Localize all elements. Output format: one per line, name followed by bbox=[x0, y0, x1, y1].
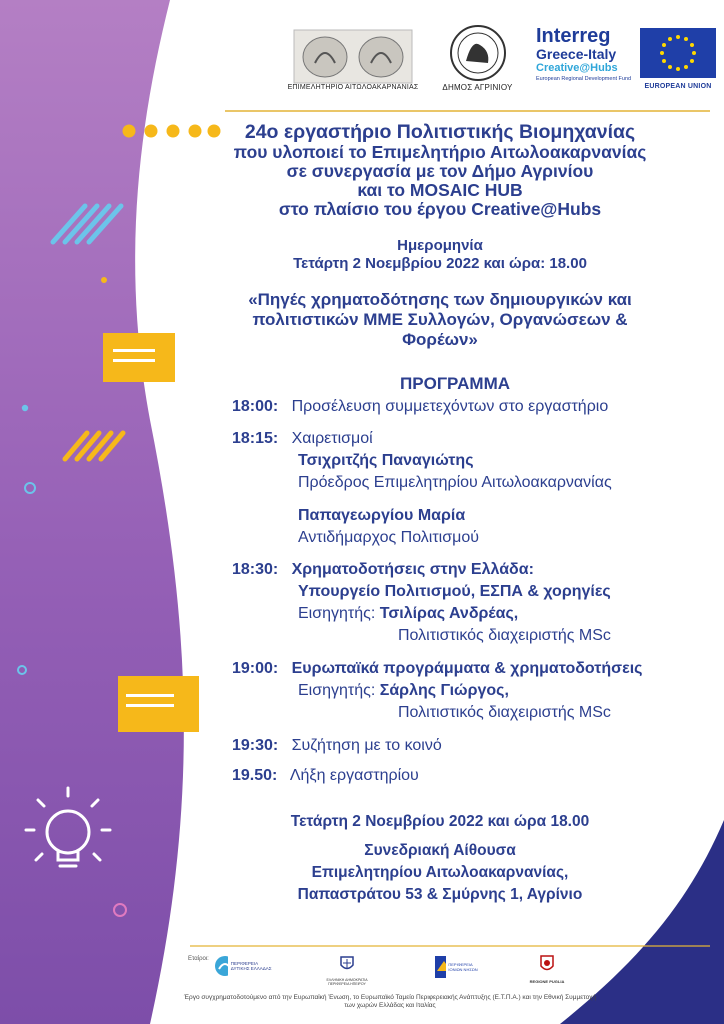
item-text: Υπουργείο Πολιτισμού, ΕΣΠΑ & χορηγίες bbox=[298, 583, 611, 600]
speaker-role: Πρόεδρος Επιμελητηρίου Αιτωλοακαρνανίας bbox=[298, 474, 612, 491]
time-label: 19:00: bbox=[232, 660, 279, 677]
time-label: 18:15: bbox=[232, 430, 279, 447]
partners-label: Εταίροι: bbox=[188, 956, 209, 962]
program-item-greek-funding bbox=[232, 561, 534, 579]
chamber-logo-caption: ΕΠΙΜΕΛΗΤΗΡΙΟ ΑΙΤΩΛΟΑΚΑΡΝΑΝΙΑΣ bbox=[287, 84, 419, 91]
venue-address: Παπαστράτου 53 & Σμύρνης 1, Αγρίνιο bbox=[297, 886, 583, 903]
seal-icon bbox=[293, 29, 413, 84]
title-line-1: 24ο εργαστήριο Πολιτιστικής Βιομηχανίας bbox=[244, 121, 636, 143]
small-dot bbox=[101, 277, 107, 283]
eu-caption: EUROPEAN UNION bbox=[644, 83, 712, 90]
time-label: 18:00: bbox=[232, 398, 279, 415]
presenter-role: Πολιτιστικός διαχειριστής MSc bbox=[398, 627, 611, 644]
venue-line: Συνεδριακή Αίθουσα bbox=[364, 842, 516, 859]
partner-logo-epirus bbox=[322, 955, 372, 986]
coin-emblem-icon bbox=[446, 23, 510, 83]
small-dot bbox=[22, 405, 28, 411]
item-text: Λήξη εργαστηρίου bbox=[289, 767, 419, 784]
title-line-3: σε συνεργασία με τον Δήμο Αγρινίου bbox=[286, 161, 594, 181]
time-label: 19.50: bbox=[232, 767, 278, 784]
footer-date: Τετάρτη 2 Νοεμβρίου 2022 και ώρα 18.00 bbox=[290, 813, 590, 830]
chamber-logo bbox=[288, 25, 418, 95]
yellow-card-1 bbox=[103, 333, 175, 382]
interreg-title: Interreg bbox=[536, 25, 611, 47]
presenter-line bbox=[298, 605, 518, 623]
speaker-name: Παπαγεωργίου Μαρία bbox=[298, 507, 466, 524]
program-item-closing bbox=[232, 767, 419, 785]
puglia-shield-icon bbox=[539, 954, 555, 974]
program-item-greetings bbox=[232, 430, 373, 448]
interreg-logo bbox=[536, 26, 646, 83]
item-text: Χρηματοδοτήσεις στην Ελλάδα: bbox=[291, 561, 534, 578]
program-title: ΠΡΟΓΡΑΜΜΑ bbox=[400, 374, 511, 393]
time-label: 19:30: bbox=[232, 737, 279, 754]
venue-block bbox=[230, 840, 650, 906]
purple-curve-shape bbox=[0, 0, 184, 1024]
event-date bbox=[230, 237, 650, 273]
date-value: Τετάρτη 2 Νοεμβρίου 2022 και ώρα: 18.00 bbox=[293, 255, 587, 272]
time-label: 18:30: bbox=[232, 561, 279, 578]
partner-caption: ΕΛΛΗΝΙΚΗ ΔΗΜΟΚΡΑΤΙΑ ΠΕΡΙΦΕΡΕΙΑ ΗΠΕΙΡΟΥ bbox=[326, 978, 368, 986]
title-line-4: και το MOSAIC HUB bbox=[357, 180, 523, 200]
presenter-line bbox=[298, 682, 509, 700]
date-label: Ημερομηνία bbox=[397, 237, 483, 254]
partner-caption: ΠΕΡΙΦΕΡΕΙΑ ΔΥΤΙΚΗΣ ΕΛΛΑΔΑΣ bbox=[230, 961, 272, 971]
erdf-label: European Regional Development Fund bbox=[536, 76, 632, 82]
partner-logo-puglia bbox=[527, 954, 567, 984]
region-emblem-icon bbox=[434, 955, 446, 979]
speaker-role: Αντιδήμαρχος Πολιτισμού bbox=[298, 529, 479, 546]
item-text: Συζήτηση με το κοινό bbox=[291, 737, 442, 754]
presenter-label: Εισηγητής: bbox=[298, 682, 376, 699]
region-emblem-icon bbox=[214, 955, 228, 977]
partner-caption: ΠΕΡΙΦΕΡΕΙΑ ΙΟΝΙΩΝ ΝΗΣΩΝ bbox=[448, 962, 478, 972]
partner-logo-western-greece bbox=[214, 955, 274, 977]
interreg-subtitle: Greece-Italy bbox=[536, 46, 617, 62]
partner-caption: REGIONE PUGLIA bbox=[529, 979, 565, 984]
partner-logo-ionian bbox=[434, 955, 482, 979]
program-item-eu-funding bbox=[232, 660, 642, 678]
title-line-2: που υλοποιεί το Επιμελητήριο Αιτωλοακαρνανίας bbox=[233, 142, 647, 162]
eu-flag-icon bbox=[640, 28, 716, 78]
presenter-label: Εισηγητής: bbox=[298, 605, 376, 622]
event-subject: «Πηγές χρηματοδότησης των δημιουργικών και πολιτιστικών ΜΜΕ Συλλογών, Οργανώσεων & Φορέων» bbox=[248, 290, 632, 349]
speaker-name: Τσιχριτζής Παναγιώτης bbox=[298, 452, 474, 469]
event-title bbox=[230, 122, 650, 219]
program-item-discussion bbox=[232, 737, 442, 755]
funding-note: Έργο συγχρηματοδοτούμενο από την Ευρωπαϊκή Ένωση, το Ευρωπαϊκό Ταμείο Περιφερειακής Ανάπτυξης (Ε.Τ.Π.Α.) και την Εθνική Συμμετοχή των χωρών Ελλάδας και Ιταλίας bbox=[183, 994, 597, 1009]
item-text: Ευρωπαϊκά προγράμματα & χρηματοδοτήσεις bbox=[291, 660, 643, 677]
presenter-name: Σάρλης Γιώργος, bbox=[379, 682, 509, 699]
title-line-5: στο πλαίσιο του έργου Creative@Hubs bbox=[278, 199, 602, 219]
eu-logo bbox=[640, 28, 716, 90]
presenter-name: Τσιλίρας Ανδρέας, bbox=[379, 605, 519, 622]
municipality-caption: ΔΗΜΟΣ ΑΓΡΙΝΙΟΥ bbox=[442, 83, 513, 92]
creative-hubs-label: Creative@Hubs bbox=[536, 62, 618, 74]
item-text: Χαιρετισμοί bbox=[291, 430, 373, 447]
coat-of-arms-icon bbox=[338, 955, 356, 973]
municipality-logo bbox=[425, 20, 530, 95]
venue-line: Επιμελητηρίου Αιτωλοακαρνανίας, bbox=[311, 864, 569, 881]
yellow-card-2 bbox=[118, 676, 199, 732]
presenter-role: Πολιτιστικός διαχειριστής MSc bbox=[398, 704, 611, 721]
item-text: Προσέλευση συμμετεχόντων στο εργαστήριο bbox=[291, 398, 609, 415]
program-item-arrival bbox=[232, 398, 608, 416]
